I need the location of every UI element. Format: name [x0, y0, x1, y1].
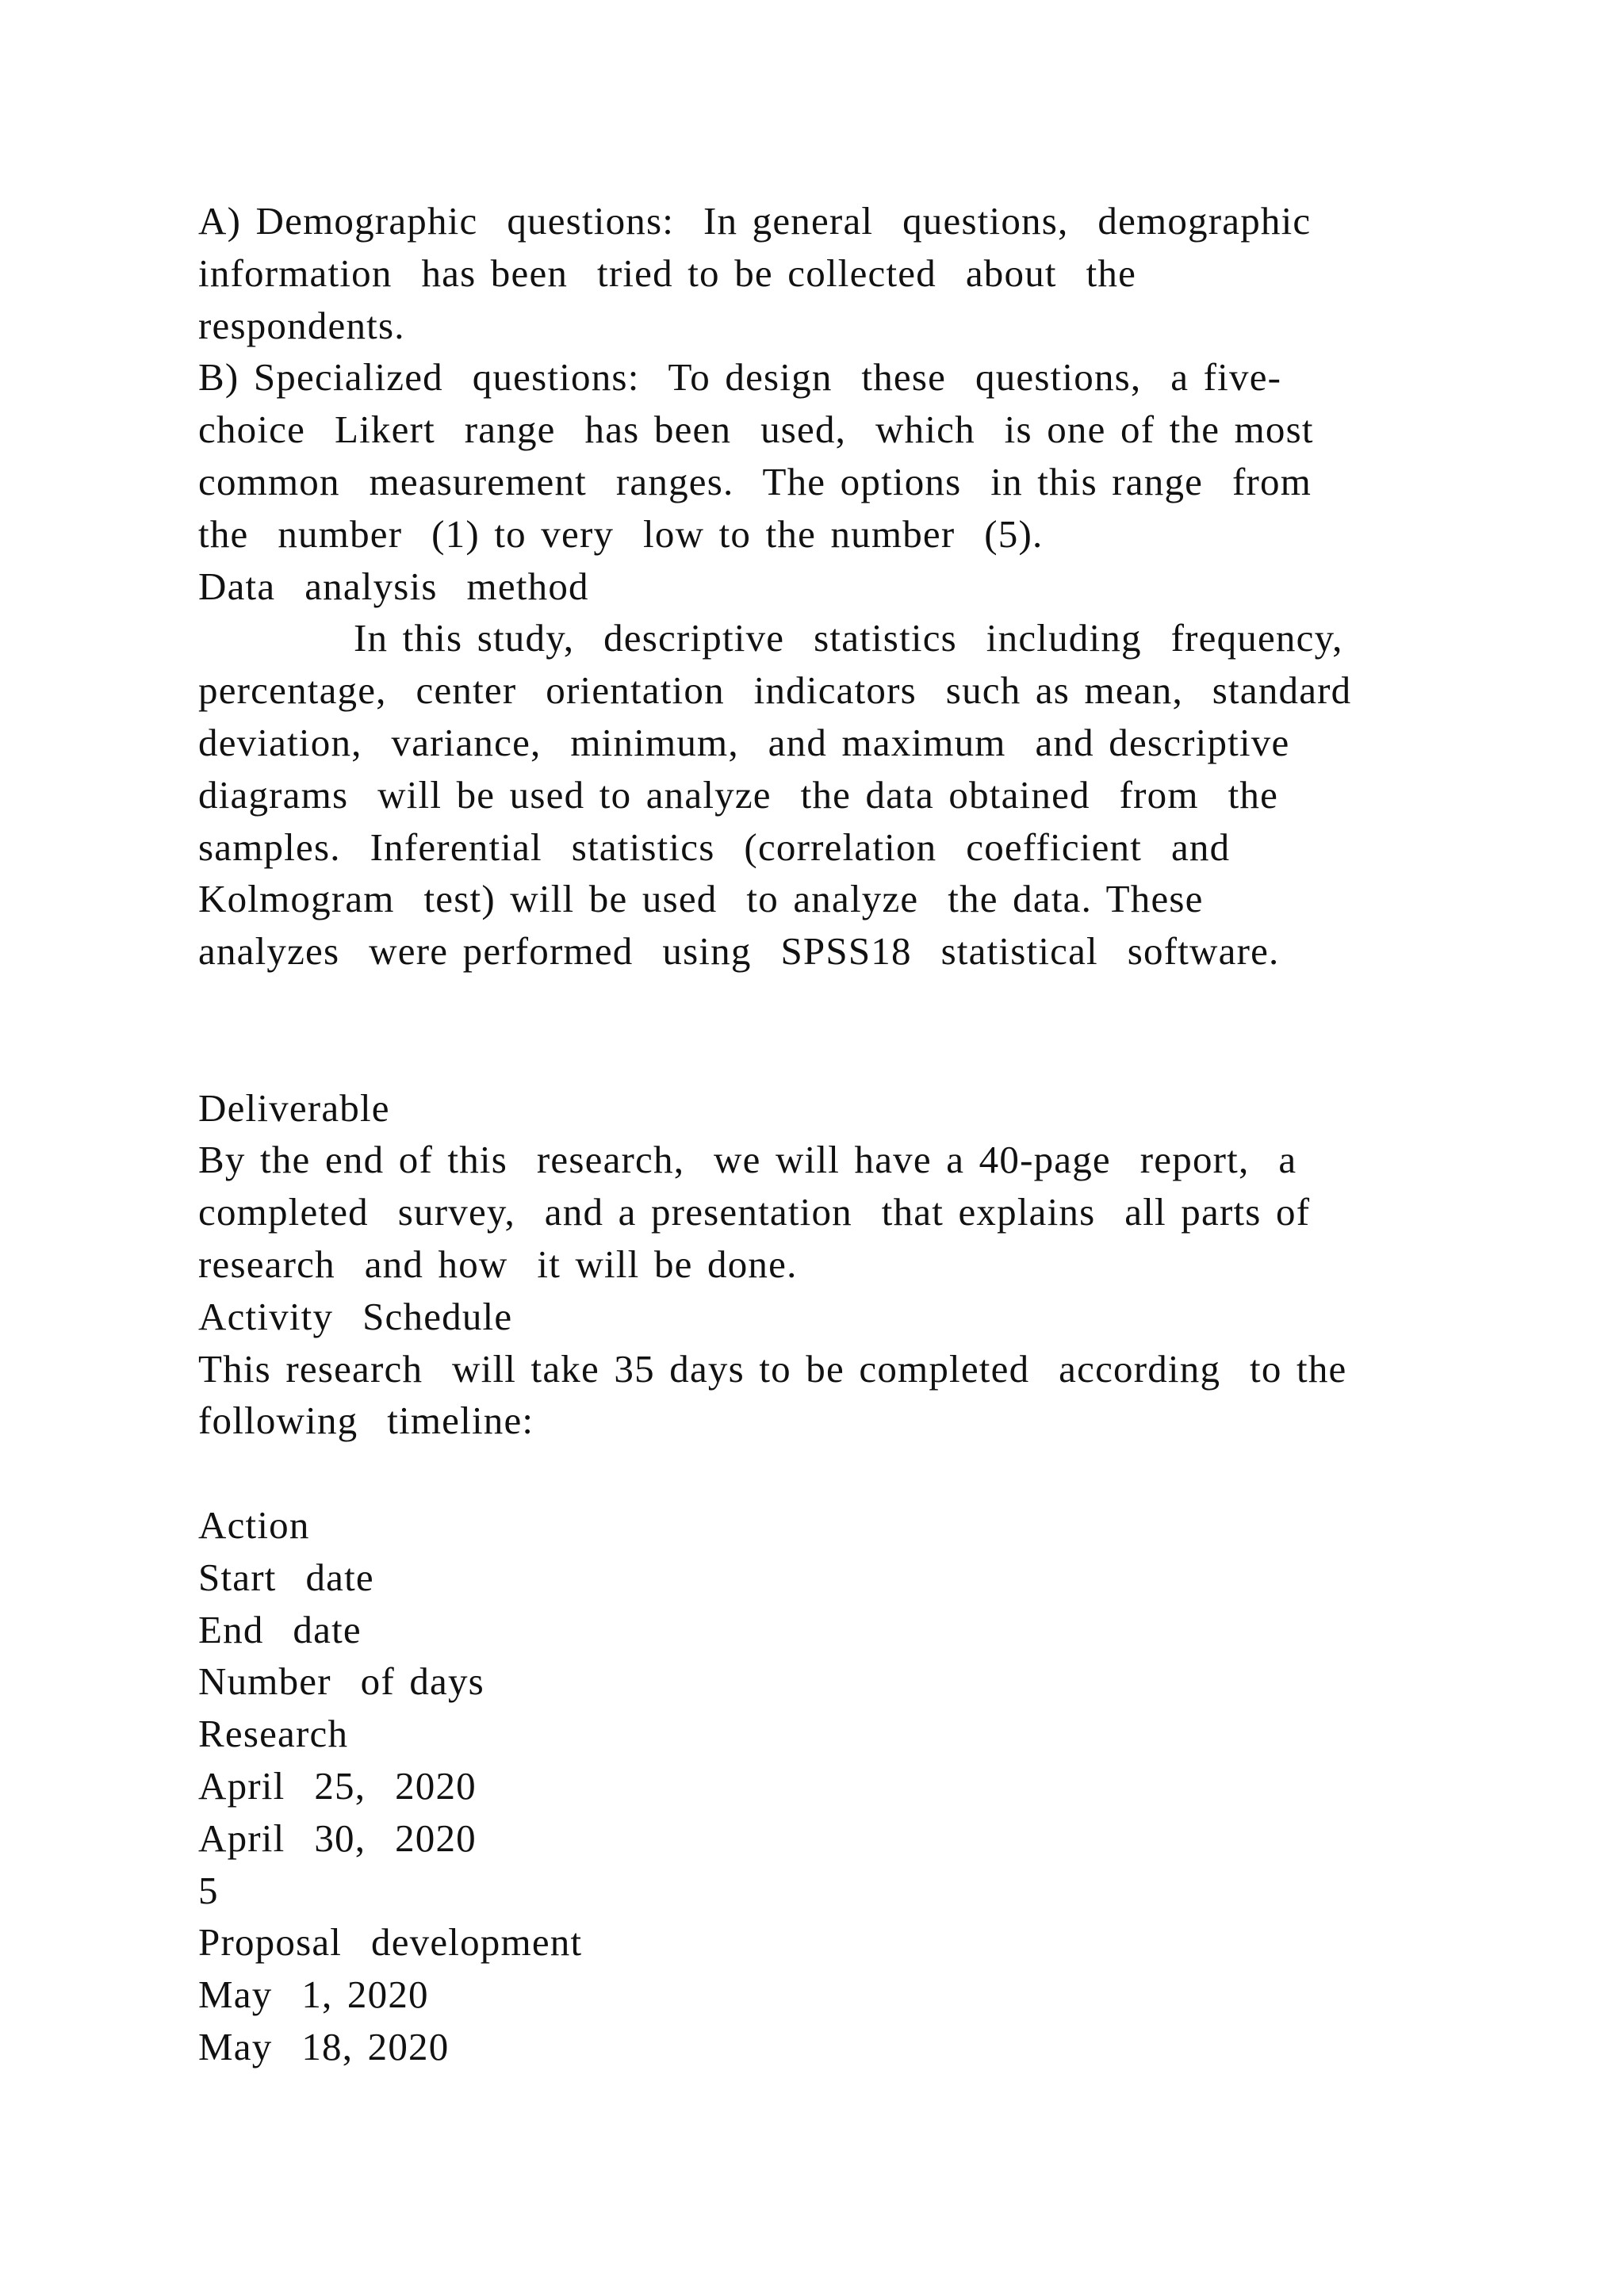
table-cell: April 30, 2020: [198, 1816, 477, 1860]
text-line: common measurement ranges. The options in this range from: [198, 459, 1312, 503]
text-line: choice Likert range has been used, which is one of the most: [198, 408, 1314, 452]
text-line: research and how it will be done.: [198, 1242, 798, 1286]
activity-schedule-paragraph: [198, 1343, 1530, 1448]
text-line: deviation, variance, minimum, and maximum and descriptive: [198, 720, 1290, 764]
schedule-table: [198, 1499, 1530, 2073]
table-cell: April 25, 2020: [198, 1763, 477, 1808]
deliverable-paragraph: [198, 1134, 1530, 1290]
schedule-row-research: [198, 1708, 1530, 1916]
text-line: completed survey, and a presentation that explains all parts of: [198, 1190, 1311, 1234]
data-analysis-heading: Data analysis method: [198, 564, 589, 608]
text-line: following timeline:: [198, 1399, 534, 1443]
blank-line: [198, 978, 1530, 1030]
text-line: By the end of this research, we will have a 40-page report, a: [198, 1138, 1297, 1182]
activity-schedule-heading: Activity Schedule: [198, 1294, 513, 1338]
document-body: [198, 195, 1530, 2073]
text-line: A) Demographic questions: In general questions, demographic: [198, 199, 1312, 243]
column-header-start-date: Start date: [198, 1555, 374, 1599]
table-cell: Proposal development: [198, 1920, 583, 1965]
blank-line: [198, 1447, 1530, 1499]
deliverable-heading: Deliverable: [198, 1085, 390, 1130]
specialized-questions-paragraph: [198, 351, 1530, 560]
text-line: In this study, descriptive statistics including frequency,: [354, 616, 1343, 660]
text-line: diagrams will be used to analyze the data obtained from the: [198, 772, 1279, 817]
column-header-action: Action: [198, 1502, 310, 1547]
schedule-header-row: [198, 1499, 1530, 1708]
demographic-questions-paragraph: [198, 195, 1530, 351]
text-line: analyzes were performed using SPSS18 statistical software.: [198, 929, 1280, 974]
schedule-row-proposal-development: [198, 1916, 1530, 2072]
text-line: information has been tried to be collected about the: [198, 251, 1137, 295]
table-cell: May 18, 2020: [198, 2024, 450, 2068]
text-line: respondents.: [198, 303, 405, 347]
column-header-end-date: End date: [198, 1607, 362, 1651]
column-header-number-of-days: Number of days: [198, 1659, 485, 1704]
text-line: This research will take 35 days to be completed according to the: [198, 1346, 1347, 1391]
blank-line: [198, 1030, 1530, 1082]
text-line: B) Specialized questions: To design these questions, a five-: [198, 355, 1282, 400]
table-cell: Research: [198, 1712, 349, 1756]
text-line: the number (1) to very low to the number (5).: [198, 511, 1044, 556]
table-cell: May 1, 2020: [198, 1973, 429, 2017]
text-line: samples. Inferential statistics (correlation coefficient and: [198, 825, 1231, 869]
data-analysis-paragraph: [198, 612, 1530, 978]
text-line: Kolmogram test) will be used to analyze the data. These: [198, 877, 1204, 921]
table-cell: 5: [198, 1868, 219, 1912]
text-line: percentage, center orientation indicators such as mean, standard: [198, 668, 1352, 713]
